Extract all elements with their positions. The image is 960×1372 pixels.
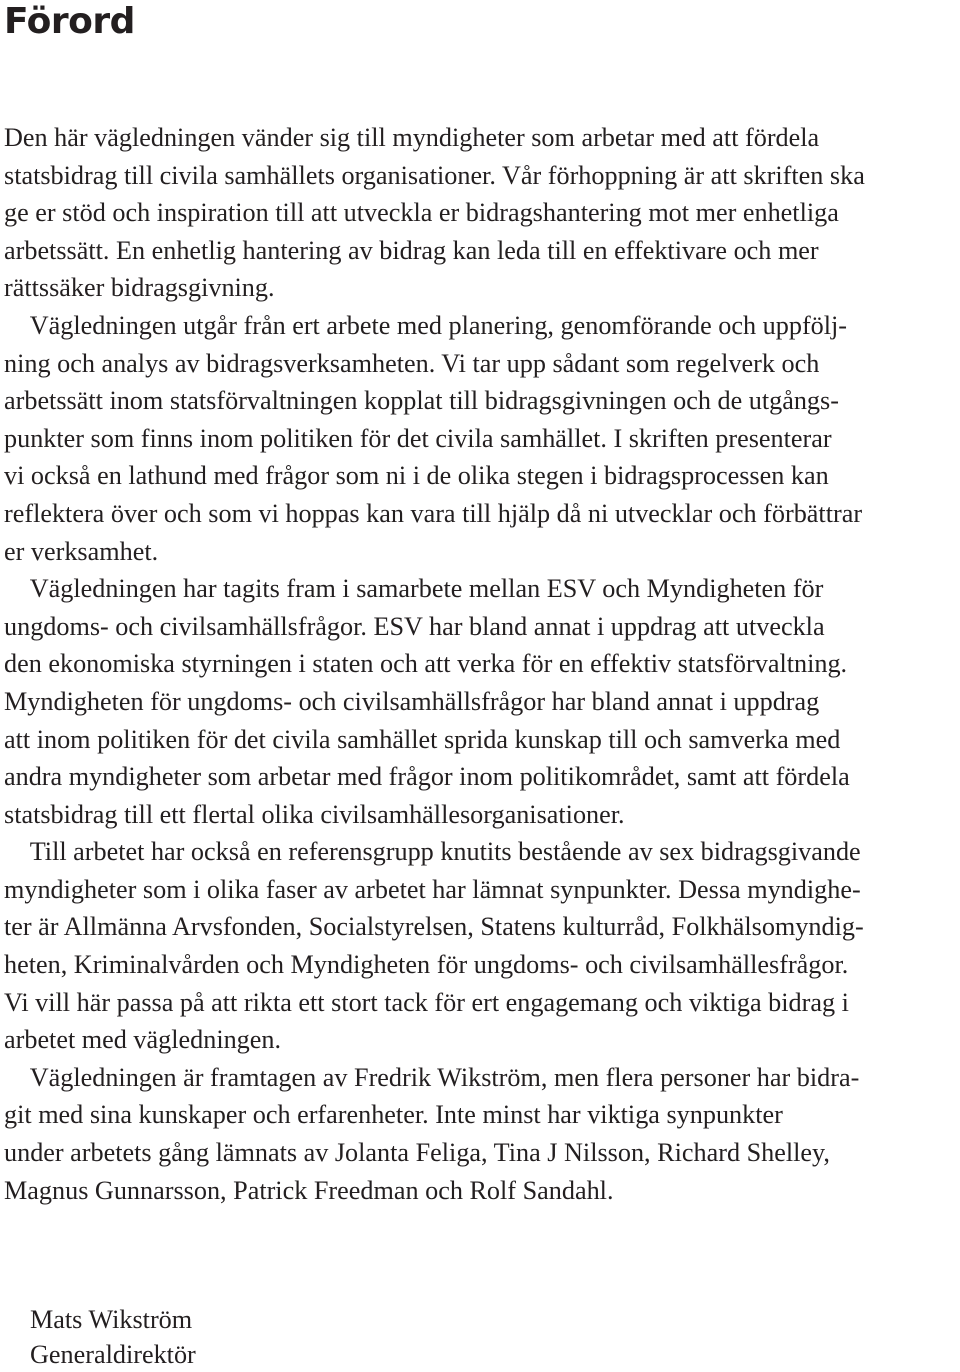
body-text-line: Vägledningen är framtagen av Fredrik Wikström, men flera personer har bidra-: [4, 1062, 860, 1092]
body-text-line: Vägledningen utgår från ert arbete med planering, genomförande och uppfölj-: [4, 310, 848, 340]
body-text-line: Magnus Gunnarsson, Patrick Freedman och Rolf Sandahl.: [4, 1175, 614, 1205]
body-text-line: statsbidrag till civila samhällets organisationer. Vår förhoppning är att skriften ska: [4, 160, 865, 190]
body-text-line: ge er stöd och inspiration till att utveckla er bidragshantering mot mer enhetliga: [4, 198, 839, 228]
body-text-line: Myndigheten för ungdoms- och civilsamhällsfrågor har bland annat i uppdrag: [4, 686, 820, 716]
body-text-line: andra myndigheter som arbetar med frågor inom politikområdet, samt att fördela: [4, 762, 850, 792]
body-text-line: ungdoms- och civilsamhällsfrågor. ESV har bland annat i uppdrag att utveckla: [4, 611, 825, 641]
body-text-line: ning och analys av bidragsverksamheten. Vi tar upp sådant som regelverk och: [4, 348, 820, 378]
foreword-body: [4, 119, 944, 1209]
body-text-line: Den här vägledningen vänder sig till myndigheter som arbetar med att fördela: [4, 123, 820, 152]
body-text-line: den ekonomiska styrningen i staten och att verka för en effektiv statsförvaltning.: [4, 649, 848, 679]
body-text-line: myndigheter som i olika faser av arbetet har lämnat synpunkter. Dessa myndighe-: [4, 874, 861, 904]
body-text-line: under arbetets gång lämnats av Jolanta Feliga, Tina J Nilsson, Richard Shelley,: [4, 1138, 830, 1168]
body-text-line: arbetet med vägledningen.: [4, 1025, 282, 1055]
body-text-line: Vi vill här passa på att rikta ett stort tack för ert engagemang och viktiga bidrag i: [4, 987, 849, 1017]
signatory-title: Generaldirektör: [30, 1340, 196, 1369]
body-text-line: er verksamhet.: [4, 536, 159, 566]
body-text-line: Till arbetet har också en referensgrupp knutits bestående av sex bidragsgivande: [4, 837, 861, 867]
body-text-line: att inom politiken för det civila samhället sprida kunskap till och samverka med: [4, 724, 841, 754]
body-text-line: punkter som finns inom politiken för det civila samhället. I skriften presenterar: [4, 423, 832, 453]
body-text-line: git med sina kunskaper och erfarenheter. Inte minst har viktiga synpunkter: [4, 1100, 783, 1130]
body-text-line: Vägledningen har tagits fram i samarbete mellan ESV och Myndigheten för: [4, 574, 824, 604]
body-text-line: arbetssätt. En enhetlig hantering av bidrag kan leda till en effektivare och mer: [4, 235, 819, 265]
body-text-line: rättssäker bidragsgivning.: [4, 273, 275, 303]
body-text-line: arbetssätt inom statsförvaltningen kopplat till bidragsgivningen och de utgångs-: [4, 386, 839, 416]
body-text-line: reflektera över och som vi hoppas kan vara till hjälp då ni utvecklar och förbättrar: [4, 498, 863, 528]
body-text-line: statsbidrag till ett flertal olika civilsamhällesorganisationer.: [4, 799, 625, 829]
page-title: Förord: [4, 1, 135, 42]
signature-block: [30, 1302, 196, 1372]
body-text-line: ter är Allmänna Arvsfonden, Socialstyrelsen, Statens kulturråd, Folkhälsomyndig-: [4, 912, 864, 942]
signatory-name: Mats Wikström: [30, 1305, 193, 1334]
body-text-line: vi också en lathund med frågor som ni i de olika stegen i bidragsprocessen kan: [4, 461, 829, 491]
body-text-line: heten, Kriminalvården och Myndigheten för ungdoms- och civilsamhällesfrågor.: [4, 950, 849, 980]
